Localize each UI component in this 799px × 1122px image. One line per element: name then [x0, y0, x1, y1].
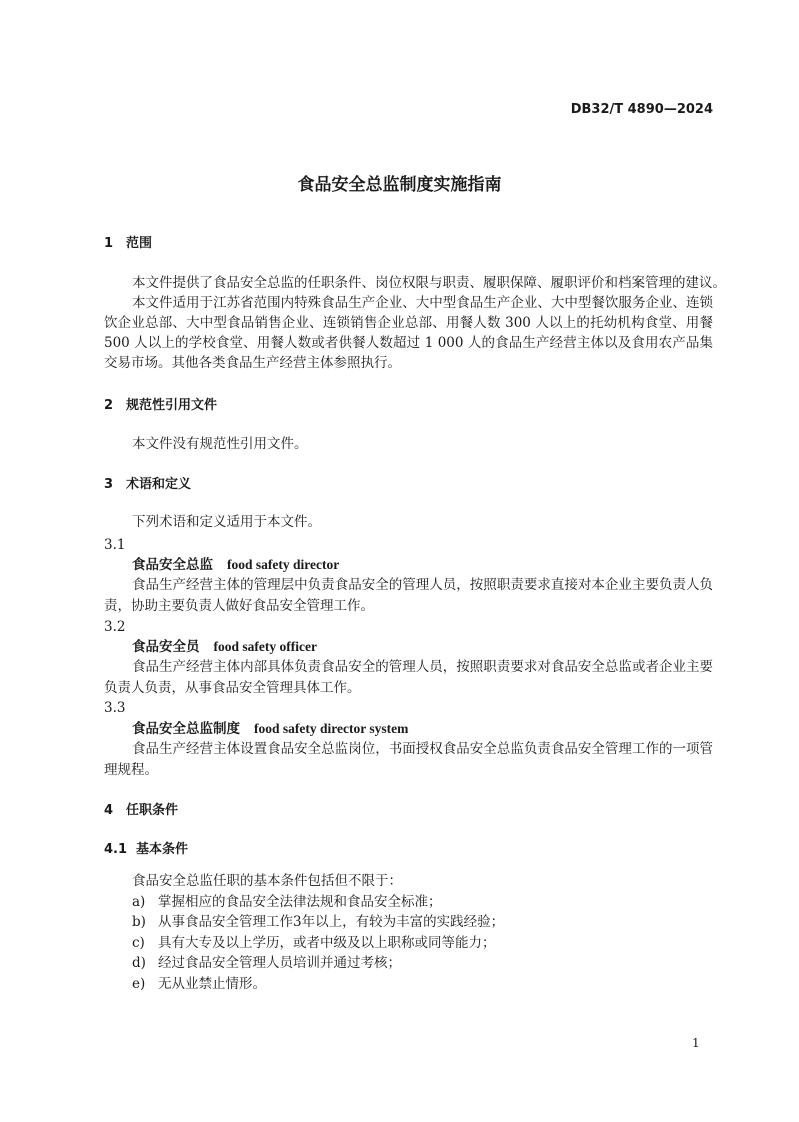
list-item: d) 经过食品安全管理人员培训并通过考核； — [132, 955, 401, 971]
term-definition: 责，协助主要负责人做好食品安全管理工作。 — [104, 598, 374, 614]
page-title: 食品安全总监制度实施指南 — [297, 175, 502, 195]
section-heading: 3 术语和定义 — [104, 477, 192, 492]
subsection-heading: 4.1 基本条件 — [104, 842, 189, 857]
term-definition: 食品生产经营主体设置食品安全总监岗位，书面授权食品安全总监负责食品安全管理工作的一项管 — [132, 741, 713, 757]
paragraph: 本文件提供了食品安全总监的任职条件、岗位权限与职责、履职保障、履职评价和档案管理的建议。 — [132, 275, 726, 291]
page-number: 1 — [692, 1036, 700, 1050]
list-item: a) 掌握相应的食品安全法律法规和食品安全标准； — [132, 894, 442, 910]
term-number: 3.3 — [104, 700, 126, 716]
section-heading: 1 范围 — [104, 236, 153, 251]
doc-code: DB32/T 4890—2024 — [570, 102, 713, 117]
term-definition: 负责人负责，从事食品安全管理具体工作。 — [104, 680, 361, 696]
term-number: 3.1 — [104, 537, 126, 553]
list-item: c) 具有大专及以上学历，或者中级及以上职称或同等能力； — [132, 935, 496, 951]
section-heading: 2 规范性引用文件 — [104, 398, 218, 413]
term-number: 3.2 — [104, 619, 126, 635]
paragraph-line: 本文件适用于江苏省范围内特殊食品生产企业、大中型食品生产企业、大中型餐饮服务企业、连锁 — [132, 295, 713, 311]
term-title: 食品安全总监制度 food safety director system — [132, 721, 409, 737]
paragraph: 下列术语和定义适用于本文件。 — [132, 514, 321, 530]
paragraph: 本文件没有规范性引用文件。 — [132, 436, 308, 452]
paragraph-line: 饮企业总部、大中型食品销售企业、连锁销售企业总部、用餐人数 300 人以上的托幼机构食堂、用餐 — [104, 315, 713, 331]
list-item: b) 从事食品安全管理工作3年以上，有较为丰富的实践经验； — [132, 914, 505, 930]
term-definition: 理规程。 — [104, 762, 158, 778]
paragraph: 食品安全总监任职的基本条件包括但不限于： — [132, 873, 402, 889]
term-title: 食品安全员 food safety officer — [132, 639, 317, 655]
term-definition: 食品生产经营主体的管理层中负责食品安全的管理人员，按照职责要求直接对本企业主要负责人负 — [132, 577, 713, 593]
paragraph-line: 交易市场。其他各类食品生产经营主体参照执行。 — [104, 355, 401, 371]
term-title: 食品安全总监 food safety director — [132, 557, 340, 573]
section-heading: 4 任职条件 — [104, 803, 179, 818]
term-definition: 食品生产经营主体内部具体负责食品安全的管理人员，按照职责要求对食品安全总监或者企业主要 — [132, 659, 713, 675]
list-item: e) 无从业禁止情形。 — [132, 976, 266, 992]
paragraph-line: 500 人以上的学校食堂、用餐人数或者供餐人数超过 1 000 人的食品生产经营主体以及食用农产品集 — [104, 335, 713, 351]
